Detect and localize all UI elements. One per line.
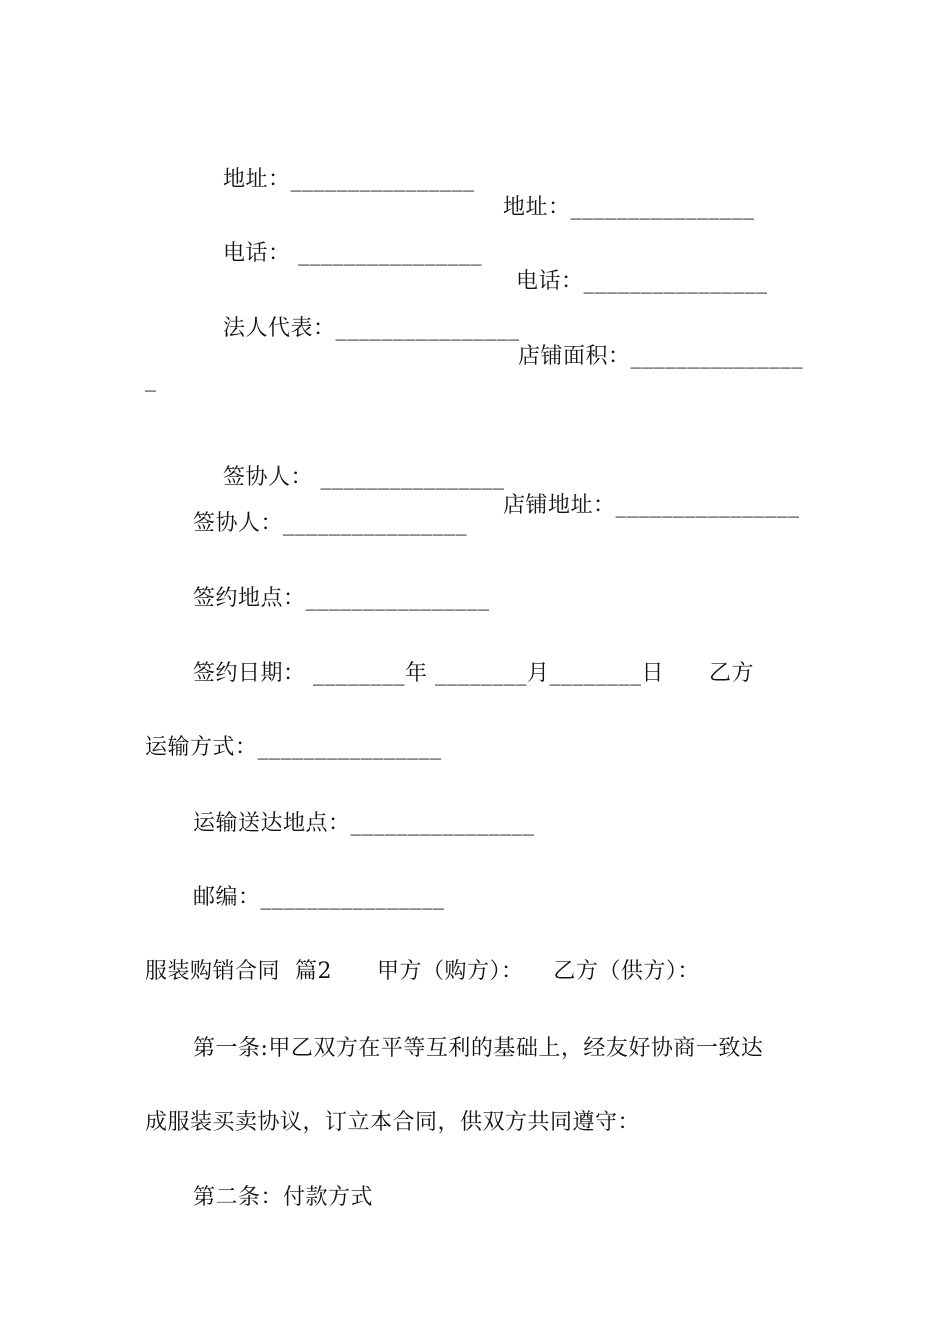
legal-rep-row	[193, 287, 804, 399]
party-a-address: 地址：________________	[222, 167, 475, 192]
signing-date: 签约日期： ________年 ________月________日 乙方	[193, 661, 754, 686]
legal-representative: 法人代表：________________	[222, 316, 520, 341]
party-b-address: 地址：________________	[503, 195, 755, 220]
delivery-location: 运输送达地点：________________	[193, 811, 535, 836]
postal-code: 邮编：________________	[193, 885, 445, 910]
contract-heading: 服装购销合同 篇2 甲方（购方）： 乙方（供方）：	[145, 959, 700, 984]
article-2-heading: 第二条：付款方式	[193, 1185, 374, 1210]
party-b-phone: 电话：________________	[516, 269, 768, 294]
article-1-continuation: 成服装买卖协议，订立本合同，供双方共同遵守：	[145, 1110, 641, 1135]
signing-place: 签约地点：________________	[193, 586, 490, 611]
store-address: 店铺地址：________________	[503, 493, 800, 518]
article-1-paragraph: 第一条:甲乙双方在平等互利的基础上，经友好协商一致达	[193, 1036, 764, 1061]
party-a-phone: 电话： ________________	[222, 241, 482, 266]
party-a-signatory: 签协人： ________________	[222, 465, 505, 490]
store-area: 店铺面积：_______________	[518, 344, 804, 369]
transport-method: 运输方式：________________	[145, 735, 442, 760]
party-b-signatory: 签协人：________________	[193, 511, 468, 536]
wrapped-underline: _	[145, 367, 157, 392]
